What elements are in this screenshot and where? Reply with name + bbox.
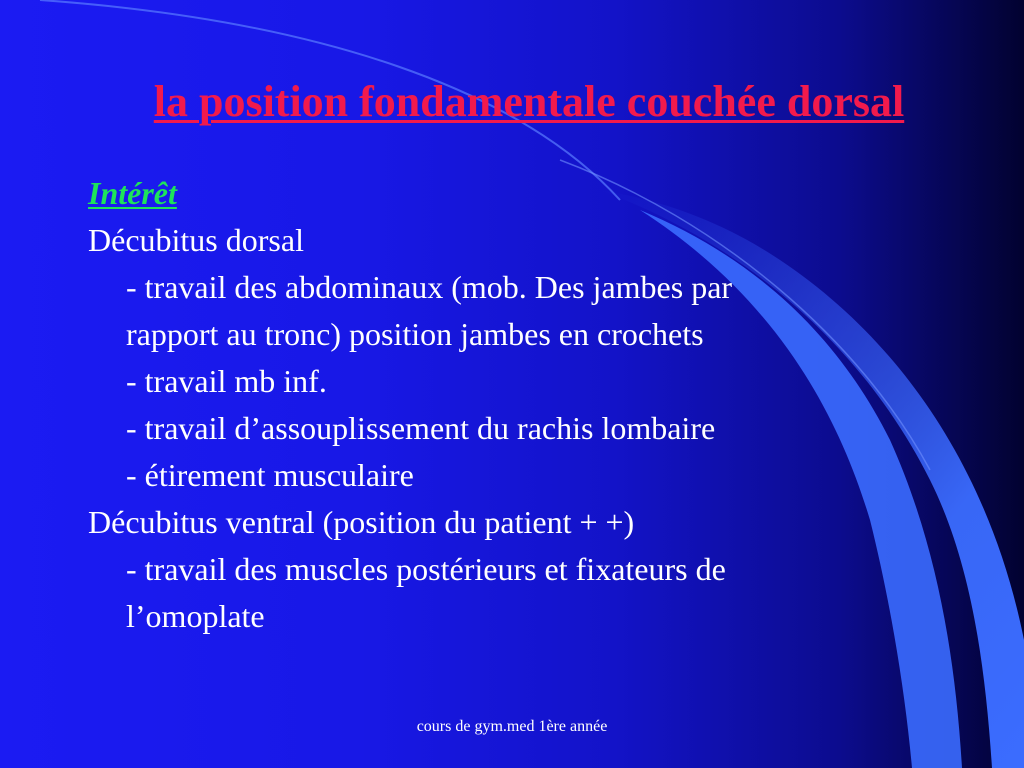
footer-text: cours de gym.med 1ère année bbox=[416, 718, 608, 735]
body-line: - travail des muscles postérieurs et fixateurs de bbox=[126, 551, 726, 587]
body-line: Décubitus ventral (position du patient + +) bbox=[88, 504, 635, 540]
body-line: - travail d’assouplissement du rachis lombaire bbox=[126, 410, 716, 446]
body-line: Décubitus dorsal bbox=[88, 222, 304, 258]
body-line: l’omoplate bbox=[126, 598, 265, 634]
body-line: - étirement musculaire bbox=[126, 457, 414, 493]
body-line: rapport au tronc) position jambes en crochets bbox=[126, 316, 704, 352]
section-heading: Intérêt bbox=[88, 175, 177, 211]
slide-body bbox=[88, 170, 908, 640]
body-line: - travail des abdominaux (mob. Des jambes par bbox=[126, 269, 733, 305]
body-line: - travail mb inf. bbox=[126, 363, 327, 399]
slide-footer bbox=[0, 718, 1024, 736]
slide-title: la position fondamentale couchée dorsal bbox=[153, 77, 905, 126]
